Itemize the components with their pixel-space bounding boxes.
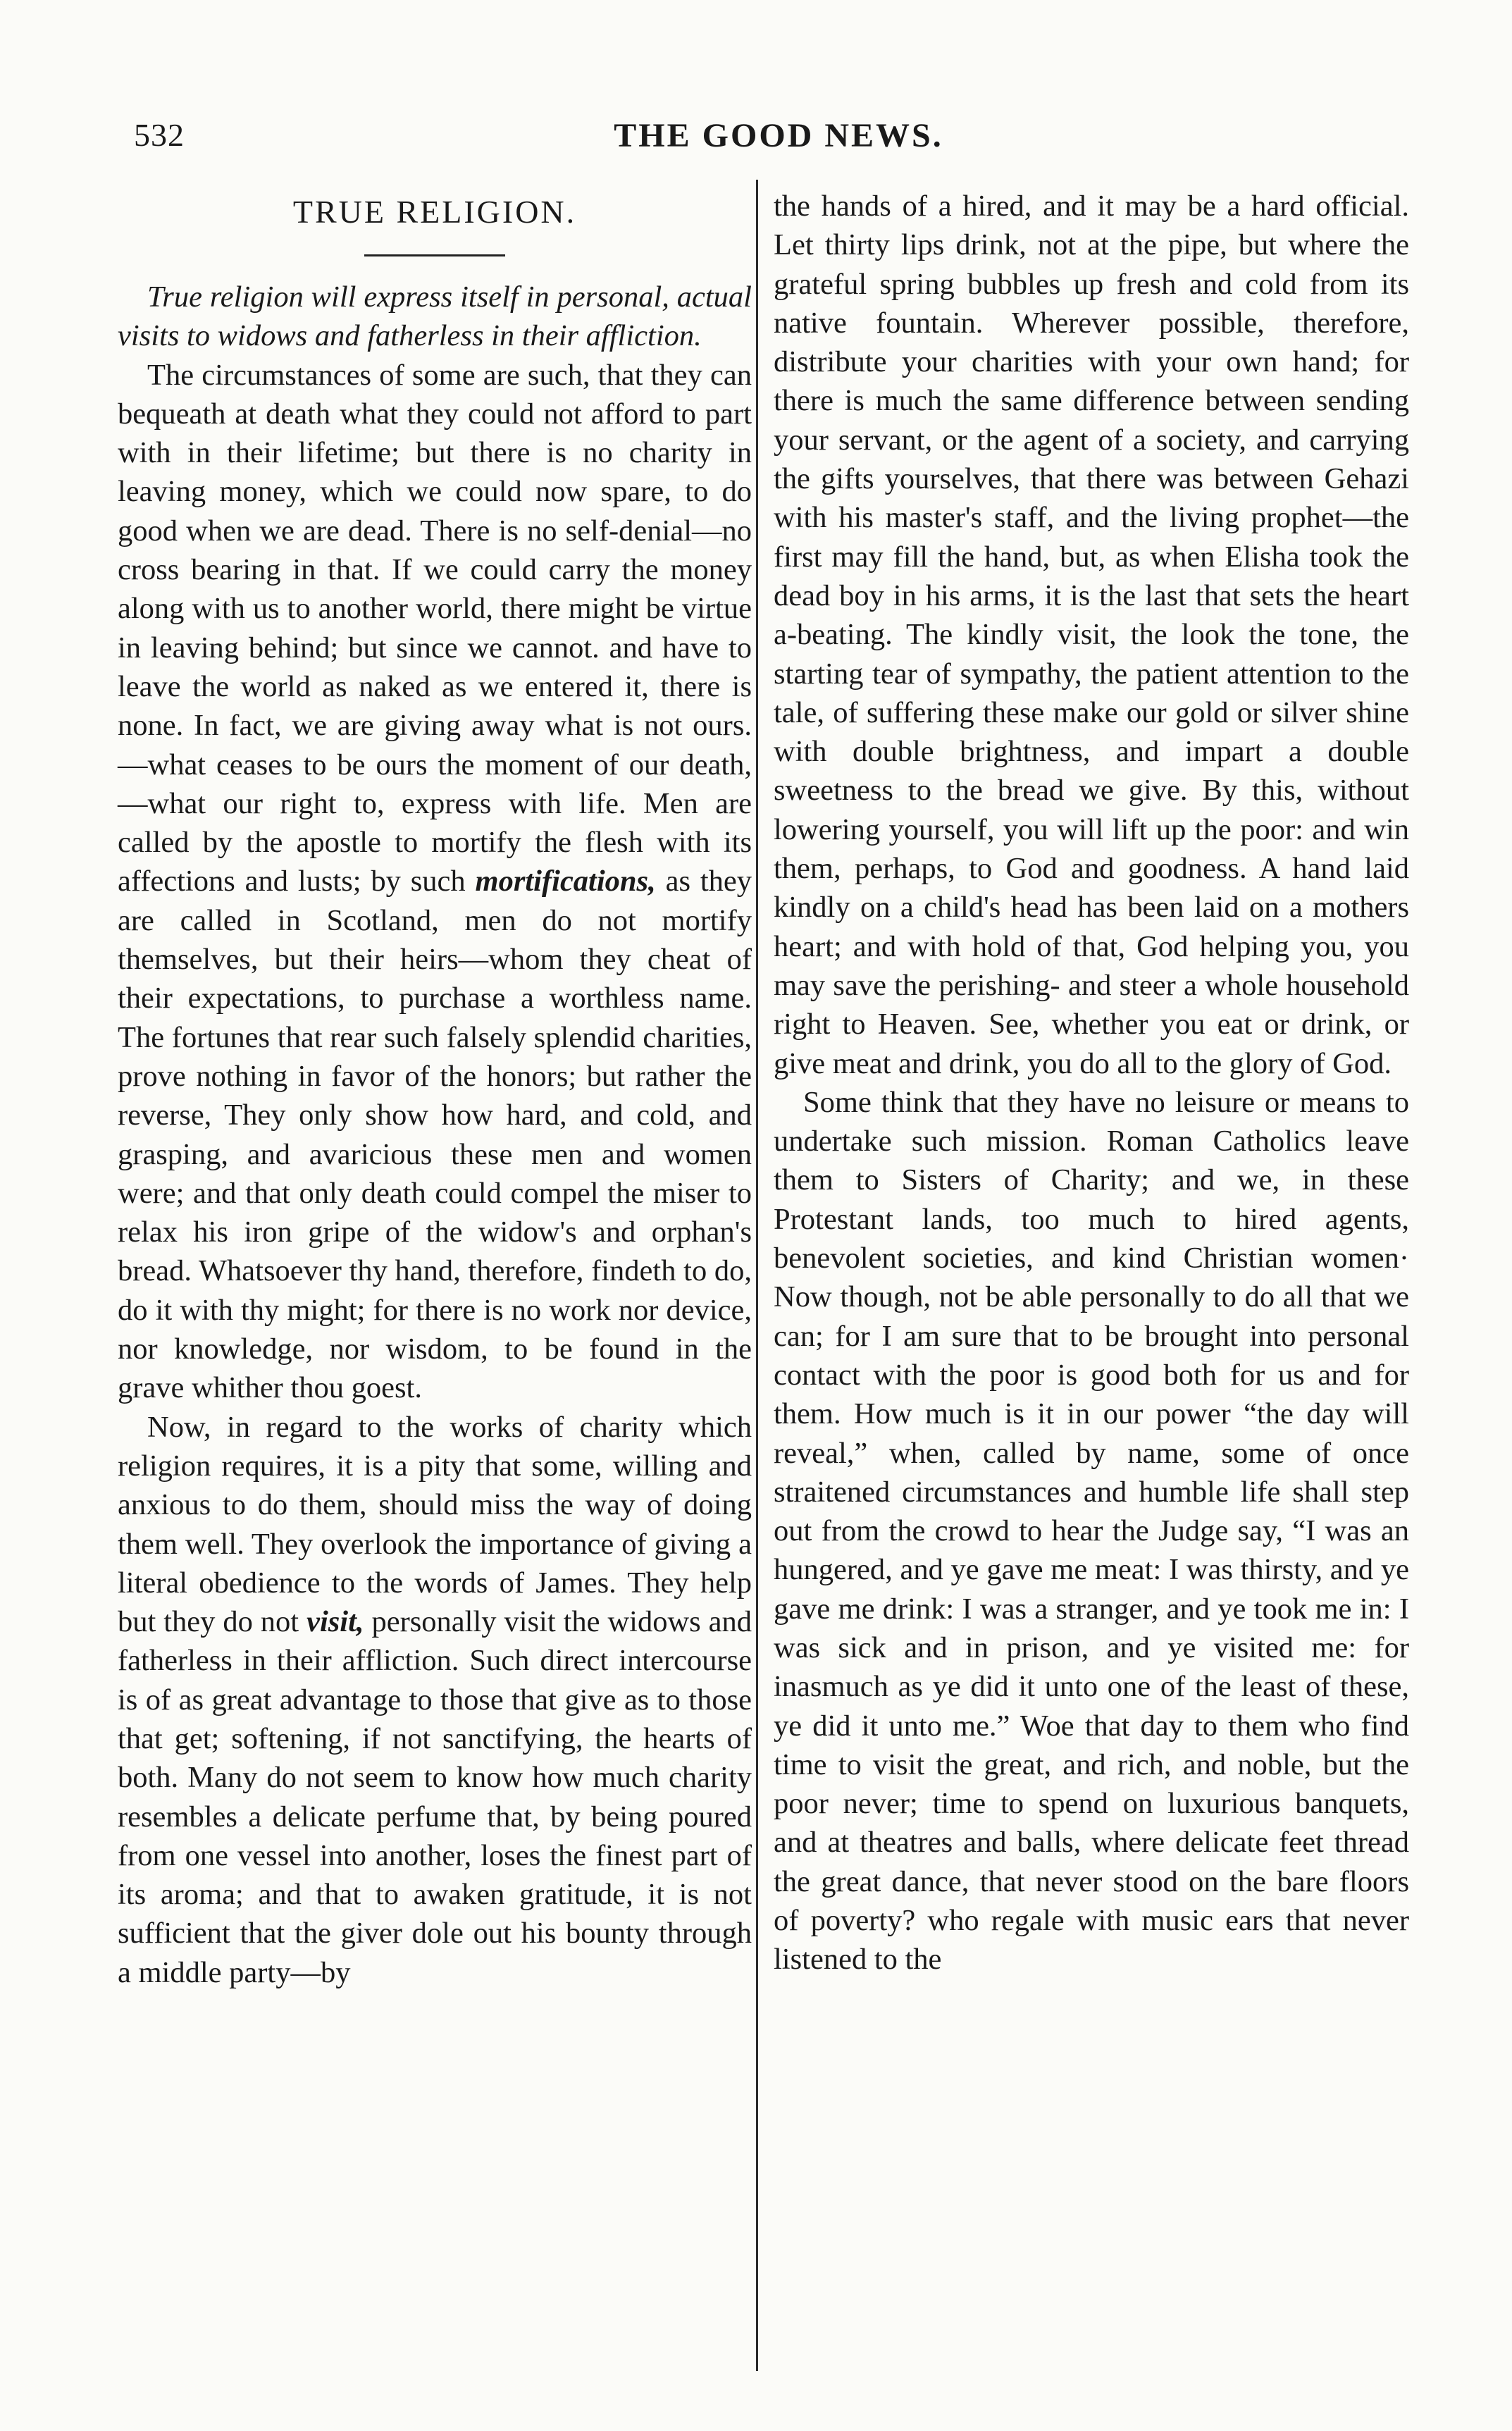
article-title: TRUE RELIGION. bbox=[292, 194, 577, 230]
column-divider bbox=[756, 180, 758, 2371]
paragraph-1-text-a: The circumstances of some are such, that they can bequeath at death what they could not afford to part with in their lifetime; but there is no charity in leaving money, which we could now spare, to do good when we are dead. There is no self-denial—no cross bearing in that. If we could carry the money along with us to another world, there might be virtue in leaving behind; but since we cannot. and have to leave the world as naked as we entered it, there is none. In fact, we are giving away what is not ours.—what ceases to be ours the moment of our death,—what our right to, express with life. Men are called by the apostle to mortify the flesh with its affections and lusts; by such bbox=[118, 358, 752, 898]
title-rule bbox=[364, 254, 505, 256]
paragraph-3: the hands of a hired, and it may be a hard official. Let thirty lips drink, not at the pipe, but where the grateful spring bubbles up fresh and cold from its native fountain. Wherever possible, therefore, distribute your charities with your own hand; for there is much the same difference between sending your servant, or the agent of a society, and carrying the gifts yourselves, that there was between Gehazi with his master's staff, and the living prophet—the first may fill the hand, but, as when Elisha took the dead boy in his arms, it is the last that sets the heart a-beating. The kindly visit, the look the tone, the starting tear of sympathy, the patient attention to the tale, of suffering these make our gold or silver shine with double brightness, and impart a double sweetness to the bread we give. By this, without lowering yourself, you will lift up the poor: and win them, perhaps, to God and goodness. A hand laid kindly on a child's head has been laid on a mothers heart; and with hold of that, God helping you, you may save the perishing- and steer a whole household right to Heaven. See, whether you eat or drink, or give meat and drink, you do all to the glory of God. bbox=[774, 190, 1409, 1080]
paragraph-2-emphasis: visit, bbox=[306, 1605, 364, 1639]
paragraph-2 bbox=[118, 1408, 752, 1992]
epigraph: True religion will express itself in personal, actual visits to widows and fatherless in their affliction. bbox=[118, 280, 752, 353]
paragraph-4: Some think that they have no leisure or means to undertake such mission. Roman Catholics leave them to Sisters of Charity; and we, in these Protestant lands, too much to hired agents, benevolent societies, and kind Christian women· Now though, not be able personally to do all that we can; for I am sure that to be brought into personal contact with the poor is good both for us and for them. How much is it in our power “the day will reveal,” when, called by name, some of once straitened circumstances and humble life shall step out from the crowd to hear the Judge say, “I was an hungered, and ye gave me meat: I was thirsty, and ye gave me drink: I was a stranger, and ye took me in: I was sick and in prison, and ye visited me: for inasmuch as ye did it unto one of the least of these, ye did it unto me.” Woe that day to them who find time to visit the great, and rich, and noble, but the poor never; time to spend on luxurious banquets, and at theatres and balls, where delicate feet thread the great dance, that never stood on the bare floors of poverty? who regale with music ears that never listened to the bbox=[774, 1085, 1409, 1977]
paragraph-2-text-a: Now, in regard to the works of charity which religion requires, it is a pity that some, willing and anxious to do them, should miss the way of doing them well. They overlook the importance of giving a literal obedience to the words of James. They help but they do not bbox=[118, 1410, 752, 1639]
paragraph-1-emphasis: mortifications, bbox=[475, 865, 656, 898]
paragraph-1 bbox=[118, 356, 752, 1408]
running-title: THE GOOD NEWS. bbox=[614, 117, 943, 154]
page-number: 532 bbox=[134, 117, 185, 153]
paragraph-1-text-b: as they are called in Scotland, men do not mortify themselves, but their heirs—whom they cheat of their expectations, to purchase a worthless name. The fortunes that rear such falsely splendid charities, prove nothing in favor of the honors; but rather the reverse, They only show how hard, and cold, and grasping, and avaricious these men and women were; and that only death could compel the miser to relax his iron gripe of the widow's and orphan's bread. Whatsoever thy hand, therefore, findeth to do, do it with thy might; for there is no work nor device, nor knowledge, nor wisdom, to be found in the grave whither thou goest. bbox=[118, 865, 752, 1405]
right-column bbox=[774, 187, 1409, 1979]
page-header bbox=[134, 116, 1423, 166]
left-column bbox=[118, 187, 752, 1992]
paragraph-2-text-b: personally visit the widows and fatherless in their affliction. Such direct intercourse is of as great advantage to those that give as to those that get; softening, if not sanctifying, the hearts of both. Many do not seem to know how much charity resembles a delicate perfume that, by being poured from one vessel into another, loses the finest part of its aroma; and that to awaken gratitude, it is not sufficient that the giver dole out his bounty through a middle party—by bbox=[118, 1605, 752, 1989]
